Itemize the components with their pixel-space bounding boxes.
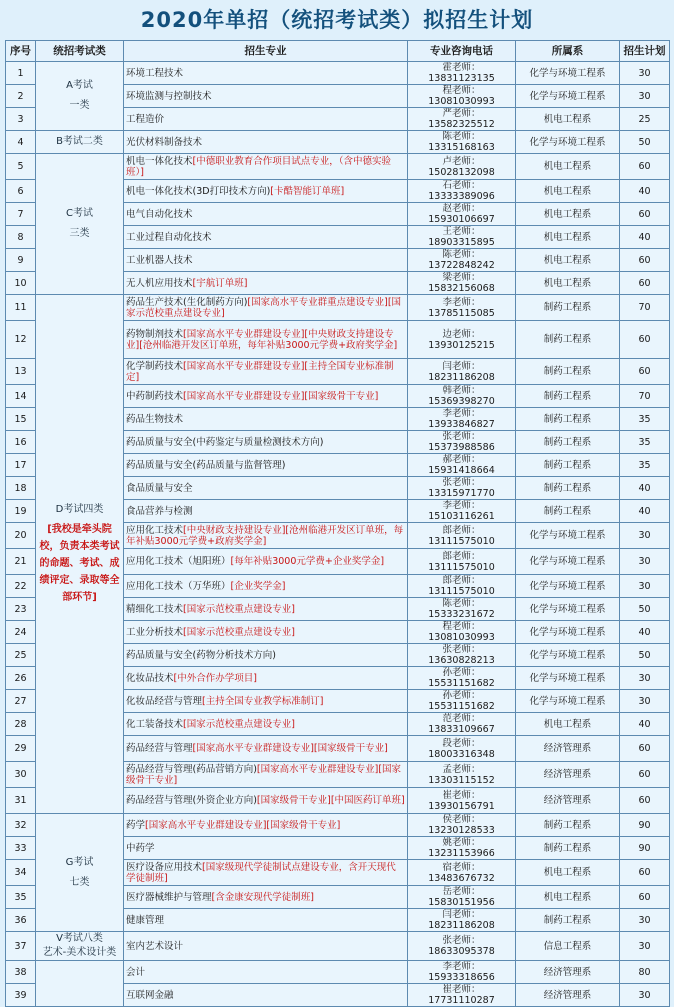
major-note: [国家高水平专业群建设专业][国家级骨干专业] <box>192 743 388 754</box>
table-row <box>6 62 670 85</box>
major-name: 健康管理 <box>126 914 165 926</box>
major-note: [每年补贴3000元学费+企业奖学金] <box>230 556 385 567</box>
enrollment-plan: 40 <box>620 226 670 249</box>
major-name: 无人机应用技术 <box>126 277 193 289</box>
enrollment-plan: 60 <box>620 736 670 762</box>
enrollment-plan: 40 <box>620 477 670 500</box>
consult-phone: 王老师：18903315895 <box>408 226 516 249</box>
enrollment-plan: 30 <box>620 984 670 1007</box>
major-name: 药品经营与管理 <box>126 743 193 754</box>
exam-category-cell <box>36 932 124 961</box>
consult-phone: 段老师：18003316348 <box>408 736 516 762</box>
department: 化学与环境工程系 <box>516 131 620 154</box>
major-note: [国家示范校重点建设专业] <box>183 603 295 615</box>
consult-phone: 李老师：15933318656 <box>408 961 516 984</box>
major-name-cell <box>124 932 408 961</box>
enrollment-plan: 60 <box>620 249 670 272</box>
enrollment-plan: 30 <box>620 523 670 549</box>
major-name: 工业过程自动化技术 <box>126 231 212 243</box>
row-number: 5 <box>6 154 36 180</box>
row-number: 32 <box>6 814 36 837</box>
consult-phone: 霍老师：13831123135 <box>408 62 516 85</box>
major-name: 医疗设备应用技术 <box>126 861 203 873</box>
department: 化学与环境工程系 <box>516 85 620 108</box>
department: 制药工程系 <box>516 909 620 932</box>
enrollment-plan: 30 <box>620 575 670 598</box>
enrollment-plan: 40 <box>620 713 670 736</box>
enrollment-plan: 40 <box>620 621 670 644</box>
major-note: [国家级现代学徒制试点建设专业，含开天现代学徒制班] <box>126 861 396 884</box>
row-number: 8 <box>6 226 36 249</box>
major-name: 化妆品经营与管理 <box>126 695 203 707</box>
consult-phone: 张老师：18633095378 <box>408 932 516 961</box>
row-number: 3 <box>6 108 36 131</box>
major-name-cell <box>124 108 408 131</box>
row-number: 13 <box>6 359 36 385</box>
major-note: [中外合作办学项目] <box>173 672 257 684</box>
department: 机电工程系 <box>516 226 620 249</box>
enrollment-plan: 30 <box>620 909 670 932</box>
consult-phone: 李老师：15103116261 <box>408 500 516 523</box>
major-note: [国家示范校重点建设专业] <box>183 718 295 730</box>
major-name: 环境工程技术 <box>126 67 184 79</box>
enrollment-plan: 60 <box>620 788 670 814</box>
department: 化学与环境工程系 <box>516 598 620 621</box>
department: 信息工程系 <box>516 932 620 961</box>
major-note: [国家高水平专业群建设专业][主持全国专业标准制定] <box>126 360 394 383</box>
consult-phone: 梁老师：15832156068 <box>408 272 516 295</box>
header-category: 统招考试类 <box>36 41 124 62</box>
major-name: 中药学 <box>126 842 155 854</box>
row-number: 10 <box>6 272 36 295</box>
department: 制药工程系 <box>516 431 620 454</box>
major-name: 药品生物技术 <box>126 413 184 425</box>
row-number: 15 <box>6 408 36 431</box>
row-number: 2 <box>6 85 36 108</box>
department: 经济管理系 <box>516 984 620 1007</box>
major-name-cell <box>124 860 408 886</box>
exam-category-cell <box>36 62 124 131</box>
major-name: 化工装备技术 <box>126 718 184 730</box>
exam-category-name: D考试四类 <box>55 503 104 515</box>
table-row <box>6 814 670 837</box>
row-number: 14 <box>6 385 36 408</box>
department: 制药工程系 <box>516 837 620 860</box>
major-name-cell <box>124 321 408 359</box>
department: 化学与环境工程系 <box>516 644 620 667</box>
enrollment-plan: 30 <box>620 62 670 85</box>
enrollment-plan: 40 <box>620 180 670 203</box>
consult-phone: 崔老师：17731110287 <box>408 984 516 1007</box>
consult-phone: 李老师：13785115085 <box>408 295 516 321</box>
enrollment-plan: 80 <box>620 961 670 984</box>
major-name-cell <box>124 131 408 154</box>
exam-category-name: G考试 <box>65 856 94 868</box>
row-number: 33 <box>6 837 36 860</box>
row-number: 17 <box>6 454 36 477</box>
major-name-cell <box>124 788 408 814</box>
exam-category-cell <box>36 154 124 295</box>
major-name-cell <box>124 575 408 598</box>
consult-phone: 范老师：13833109667 <box>408 713 516 736</box>
department: 制药工程系 <box>516 295 620 321</box>
enrollment-plan: 30 <box>620 549 670 575</box>
enrollment-plan: 25 <box>620 108 670 131</box>
department: 制药工程系 <box>516 814 620 837</box>
major-note: [主持全国专业教学标准制订] <box>202 695 324 707</box>
major-name-cell <box>124 523 408 549</box>
table-row <box>6 154 670 180</box>
enrollment-plan: 30 <box>620 932 670 961</box>
enrollment-plan: 50 <box>620 131 670 154</box>
row-number: 38 <box>6 961 36 984</box>
enrollment-plan: 60 <box>620 886 670 909</box>
department: 机电工程系 <box>516 180 620 203</box>
major-name: 药品质量与安全(药物分析技术方向) <box>126 649 276 661</box>
department: 制药工程系 <box>516 477 620 500</box>
major-name-cell <box>124 249 408 272</box>
major-name: 室内艺术设计 <box>126 940 184 952</box>
major-note: [卡酷智能订单班] <box>270 185 345 197</box>
major-name: 应用化工技术（万华班） <box>126 580 231 592</box>
major-name: 药品生产技术(生化制药方向) <box>126 296 248 308</box>
department: 制药工程系 <box>516 408 620 431</box>
department: 化学与环境工程系 <box>516 575 620 598</box>
department: 机电工程系 <box>516 272 620 295</box>
consult-phone: 侯老师：13230128533 <box>408 814 516 837</box>
table-row <box>6 932 670 961</box>
department: 化学与环境工程系 <box>516 621 620 644</box>
page-title: 2020年单招（统招考试类）拟招生计划 <box>140 8 534 32</box>
major-name: 医疗器械维护与管理 <box>126 891 212 903</box>
row-number: 39 <box>6 984 36 1007</box>
major-name: 化妆品技术 <box>126 672 174 684</box>
major-name-cell <box>124 713 408 736</box>
major-note: [国家级骨干专业][中国医药订单班] <box>256 795 405 806</box>
major-name: 药品质量与安全(药品质量与监督管理) <box>126 459 286 471</box>
major-name: 化学制药技术 <box>126 360 184 372</box>
exam-category-type: 艺术-美术设计类 <box>42 947 117 958</box>
consult-phone: 严老师：13582325512 <box>408 108 516 131</box>
consult-phone: 赵老师：15930106697 <box>408 203 516 226</box>
major-name: 药品经营与管理(外资企业方向) <box>126 795 257 806</box>
major-name: 互联网金融 <box>126 989 174 1001</box>
major-name: 药品经营与管理(药品营销方向) <box>126 763 257 775</box>
major-name-cell <box>124 690 408 713</box>
major-note: [国家高水平专业群建设专业][国家级骨干专业] <box>145 819 341 831</box>
major-name-cell <box>124 295 408 321</box>
major-name-cell <box>124 62 408 85</box>
exam-category-type: 一类 <box>69 100 90 111</box>
consult-phone: 郎老师：13111575010 <box>408 575 516 598</box>
header-phone: 专业咨询电话 <box>408 41 516 62</box>
row-number: 7 <box>6 203 36 226</box>
major-name: 机电一体化技术(3D打印技术方向) <box>126 185 271 197</box>
department: 制药工程系 <box>516 454 620 477</box>
major-name-cell <box>124 961 408 984</box>
department: 机电工程系 <box>516 108 620 131</box>
enrollment-plan: 40 <box>620 500 670 523</box>
department: 化学与环境工程系 <box>516 690 620 713</box>
department: 经济管理系 <box>516 762 620 788</box>
exam-category-cell <box>36 295 124 814</box>
major-name-cell <box>124 272 408 295</box>
major-name-cell <box>124 431 408 454</box>
major-name-cell <box>124 477 408 500</box>
enrollment-plan: 60 <box>620 203 670 226</box>
row-number: 35 <box>6 886 36 909</box>
department: 化学与环境工程系 <box>516 549 620 575</box>
enrollment-plan: 60 <box>620 762 670 788</box>
row-number: 36 <box>6 909 36 932</box>
exam-category-name: A考试 <box>66 80 93 91</box>
department: 机电工程系 <box>516 203 620 226</box>
consult-phone: 郝老师：15931418664 <box>408 454 516 477</box>
department: 经济管理系 <box>516 788 620 814</box>
major-name: 应用化工技术（旭阳班） <box>126 556 231 567</box>
department: 化学与环境工程系 <box>516 62 620 85</box>
row-number: 22 <box>6 575 36 598</box>
major-note: [宇航订单班] <box>192 277 248 289</box>
department: 经济管理系 <box>516 961 620 984</box>
row-number: 29 <box>6 736 36 762</box>
exam-category-name: B考试二类 <box>56 136 103 147</box>
exam-category-cell <box>36 961 124 1007</box>
row-number: 16 <box>6 431 36 454</box>
major-name-cell <box>124 154 408 180</box>
major-name: 工业分析技术 <box>126 626 184 638</box>
enrollment-plan: 70 <box>620 295 670 321</box>
major-note: [国家高水平专业群建设专业][国家级骨干专业] <box>126 763 402 786</box>
row-number: 6 <box>6 180 36 203</box>
row-number: 28 <box>6 713 36 736</box>
consult-phone: 陈老师：13722848242 <box>408 249 516 272</box>
enrollment-plan: 35 <box>620 408 670 431</box>
enrollment-plan: 90 <box>620 837 670 860</box>
major-note: [国家示范校重点建设专业] <box>183 626 295 638</box>
department: 制药工程系 <box>516 359 620 385</box>
header-no: 序号 <box>6 41 36 62</box>
row-number: 24 <box>6 621 36 644</box>
exam-category-type: 三类 <box>69 228 90 239</box>
row-number: 30 <box>6 762 36 788</box>
consult-phone: 闫老师：18231186208 <box>408 909 516 932</box>
consult-phone: 张老师：13315971770 <box>408 477 516 500</box>
row-number: 25 <box>6 644 36 667</box>
enrollment-plan: 35 <box>620 431 670 454</box>
row-number: 18 <box>6 477 36 500</box>
exam-category-name: C考试 <box>66 208 93 219</box>
consult-phone: 闫老师：18231186208 <box>408 359 516 385</box>
major-name: 食品质量与安全 <box>126 482 193 494</box>
enrollment-plan: 30 <box>620 690 670 713</box>
row-number: 1 <box>6 62 36 85</box>
table-row <box>6 295 670 321</box>
consult-phone: 卢老师：15028132098 <box>408 154 516 180</box>
consult-phone: 岳老师：15830151956 <box>408 886 516 909</box>
major-note: [国家高水平专业群建设专业][中央财政支持建设专业][沧州临港开发区订单班，每年补贴3000元学费+政府奖学金] <box>126 328 398 351</box>
exam-category-cell <box>36 131 124 154</box>
major-name-cell <box>124 621 408 644</box>
major-name-cell <box>124 454 408 477</box>
consult-phone: 孟老师：13303115152 <box>408 762 516 788</box>
table-row <box>6 961 670 984</box>
major-name-cell <box>124 984 408 1007</box>
major-name-cell <box>124 500 408 523</box>
enrollment-plan: 70 <box>620 385 670 408</box>
department: 经济管理系 <box>516 736 620 762</box>
major-name: 药品质量与安全(中药鉴定与质量检测技术方向) <box>126 436 324 448</box>
consult-phone: 陈老师：13315168163 <box>408 131 516 154</box>
major-name-cell <box>124 837 408 860</box>
row-number: 26 <box>6 667 36 690</box>
row-number: 12 <box>6 321 36 359</box>
enrollment-plan: 60 <box>620 272 670 295</box>
major-name-cell <box>124 549 408 575</box>
department: 机电工程系 <box>516 886 620 909</box>
major-name-cell <box>124 598 408 621</box>
row-number: 19 <box>6 500 36 523</box>
header-major: 招生专业 <box>124 41 408 62</box>
consult-phone: 郎老师：13111575010 <box>408 549 516 575</box>
major-name-cell <box>124 203 408 226</box>
major-note: [中央财政支持建设专业][沧州临港开发区订单班，每年补贴3000元学费+政府奖学金] <box>126 524 404 547</box>
header-row <box>6 41 670 62</box>
row-number: 23 <box>6 598 36 621</box>
major-name-cell <box>124 408 408 431</box>
major-name-cell <box>124 359 408 385</box>
major-note: [含金康安现代学徒制班] <box>211 891 314 903</box>
enrollment-plan: 90 <box>620 814 670 837</box>
enrollment-plan: 50 <box>620 644 670 667</box>
department: 机电工程系 <box>516 249 620 272</box>
department: 制药工程系 <box>516 500 620 523</box>
major-name: 环境监测与控制技术 <box>126 90 212 102</box>
row-number: 37 <box>6 932 36 961</box>
exam-category-type: 七类 <box>69 876 90 888</box>
enrollment-table <box>5 40 670 1007</box>
major-name-cell <box>124 736 408 762</box>
consult-phone: 程老师：13081030993 <box>408 621 516 644</box>
consult-phone: 孙老师：15531151682 <box>408 690 516 713</box>
department: 化学与环境工程系 <box>516 667 620 690</box>
header-plan: 招生计划 <box>620 41 670 62</box>
consult-phone: 程老师：13081030993 <box>408 85 516 108</box>
exam-category-name: V考试八类 <box>56 933 103 944</box>
major-name: 应用化工技术 <box>126 524 184 536</box>
exam-category-cell <box>36 814 124 932</box>
department: 制药工程系 <box>516 385 620 408</box>
row-number: 9 <box>6 249 36 272</box>
department: 制药工程系 <box>516 321 620 359</box>
major-name: 食品营养与检测 <box>126 505 193 517</box>
header-dept: 所属系 <box>516 41 620 62</box>
consult-phone: 张老师：15373988586 <box>408 431 516 454</box>
major-name-cell <box>124 667 408 690</box>
consult-phone: 孙老师：15531151682 <box>408 667 516 690</box>
row-number: 34 <box>6 860 36 886</box>
major-name-cell <box>124 814 408 837</box>
consult-phone: 崔老师：13930156791 <box>408 788 516 814</box>
major-note: [中德职业教育合作项目试点专业，（含中德实验班）] <box>126 155 391 178</box>
row-number: 21 <box>6 549 36 575</box>
major-name-cell <box>124 644 408 667</box>
major-note: [国家高水平专业群重点建设专业][国家示范校重点建设专业] <box>126 296 402 319</box>
consult-phone: 陈老师：15333231672 <box>408 598 516 621</box>
consult-phone: 姚老师：13231153966 <box>408 837 516 860</box>
enrollment-plan: 30 <box>620 667 670 690</box>
major-name: 中药制药技术 <box>126 390 184 402</box>
enrollment-plan: 50 <box>620 598 670 621</box>
table-row <box>6 131 670 154</box>
enrollment-plan: 30 <box>620 85 670 108</box>
major-name: 会计 <box>126 966 146 978</box>
major-note: [国家高水平专业群建设专业][国家级骨干专业] <box>183 390 379 402</box>
consult-phone: 韩老师：15369398270 <box>408 385 516 408</box>
major-name: 工程造价 <box>126 113 165 125</box>
major-name: 药物制剂技术 <box>126 328 184 340</box>
consult-phone: 边老师：13930125215 <box>408 321 516 359</box>
enrollment-plan: 60 <box>620 359 670 385</box>
consult-phone: 张老师：13630828213 <box>408 644 516 667</box>
major-name: 工业机器人技术 <box>126 254 193 266</box>
department: 机电工程系 <box>516 860 620 886</box>
enrollment-plan: 60 <box>620 860 670 886</box>
major-name-cell <box>124 886 408 909</box>
consult-phone: 宿老师：13483676732 <box>408 860 516 886</box>
major-name-cell <box>124 180 408 203</box>
exam-category-notice: [我校是牵头院校，负责本类考试的命题、考试、成绩评定、录取等全部环节] <box>39 523 120 603</box>
row-number: 31 <box>6 788 36 814</box>
department: 化学与环境工程系 <box>516 523 620 549</box>
department: 机电工程系 <box>516 154 620 180</box>
row-number: 20 <box>6 523 36 549</box>
major-name-cell <box>124 385 408 408</box>
department: 机电工程系 <box>516 713 620 736</box>
major-name: 药学 <box>126 819 146 831</box>
major-note: [企业奖学金] <box>230 580 286 592</box>
major-name-cell <box>124 909 408 932</box>
consult-phone: 石老师：13333389096 <box>408 180 516 203</box>
consult-phone: 郎老师：13111575010 <box>408 523 516 549</box>
major-name-cell <box>124 226 408 249</box>
major-name: 电气自动化技术 <box>126 208 193 220</box>
row-number: 11 <box>6 295 36 321</box>
major-name: 精细化工技术 <box>126 603 184 615</box>
major-name-cell <box>124 85 408 108</box>
major-name: 光伏材料制备技术 <box>126 136 203 148</box>
enrollment-plan: 60 <box>620 321 670 359</box>
row-number: 27 <box>6 690 36 713</box>
major-name: 机电一体化技术 <box>126 155 193 167</box>
row-number: 4 <box>6 131 36 154</box>
enrollment-plan: 60 <box>620 154 670 180</box>
consult-phone: 李老师：13933846827 <box>408 408 516 431</box>
enrollment-plan: 35 <box>620 454 670 477</box>
major-name-cell <box>124 762 408 788</box>
